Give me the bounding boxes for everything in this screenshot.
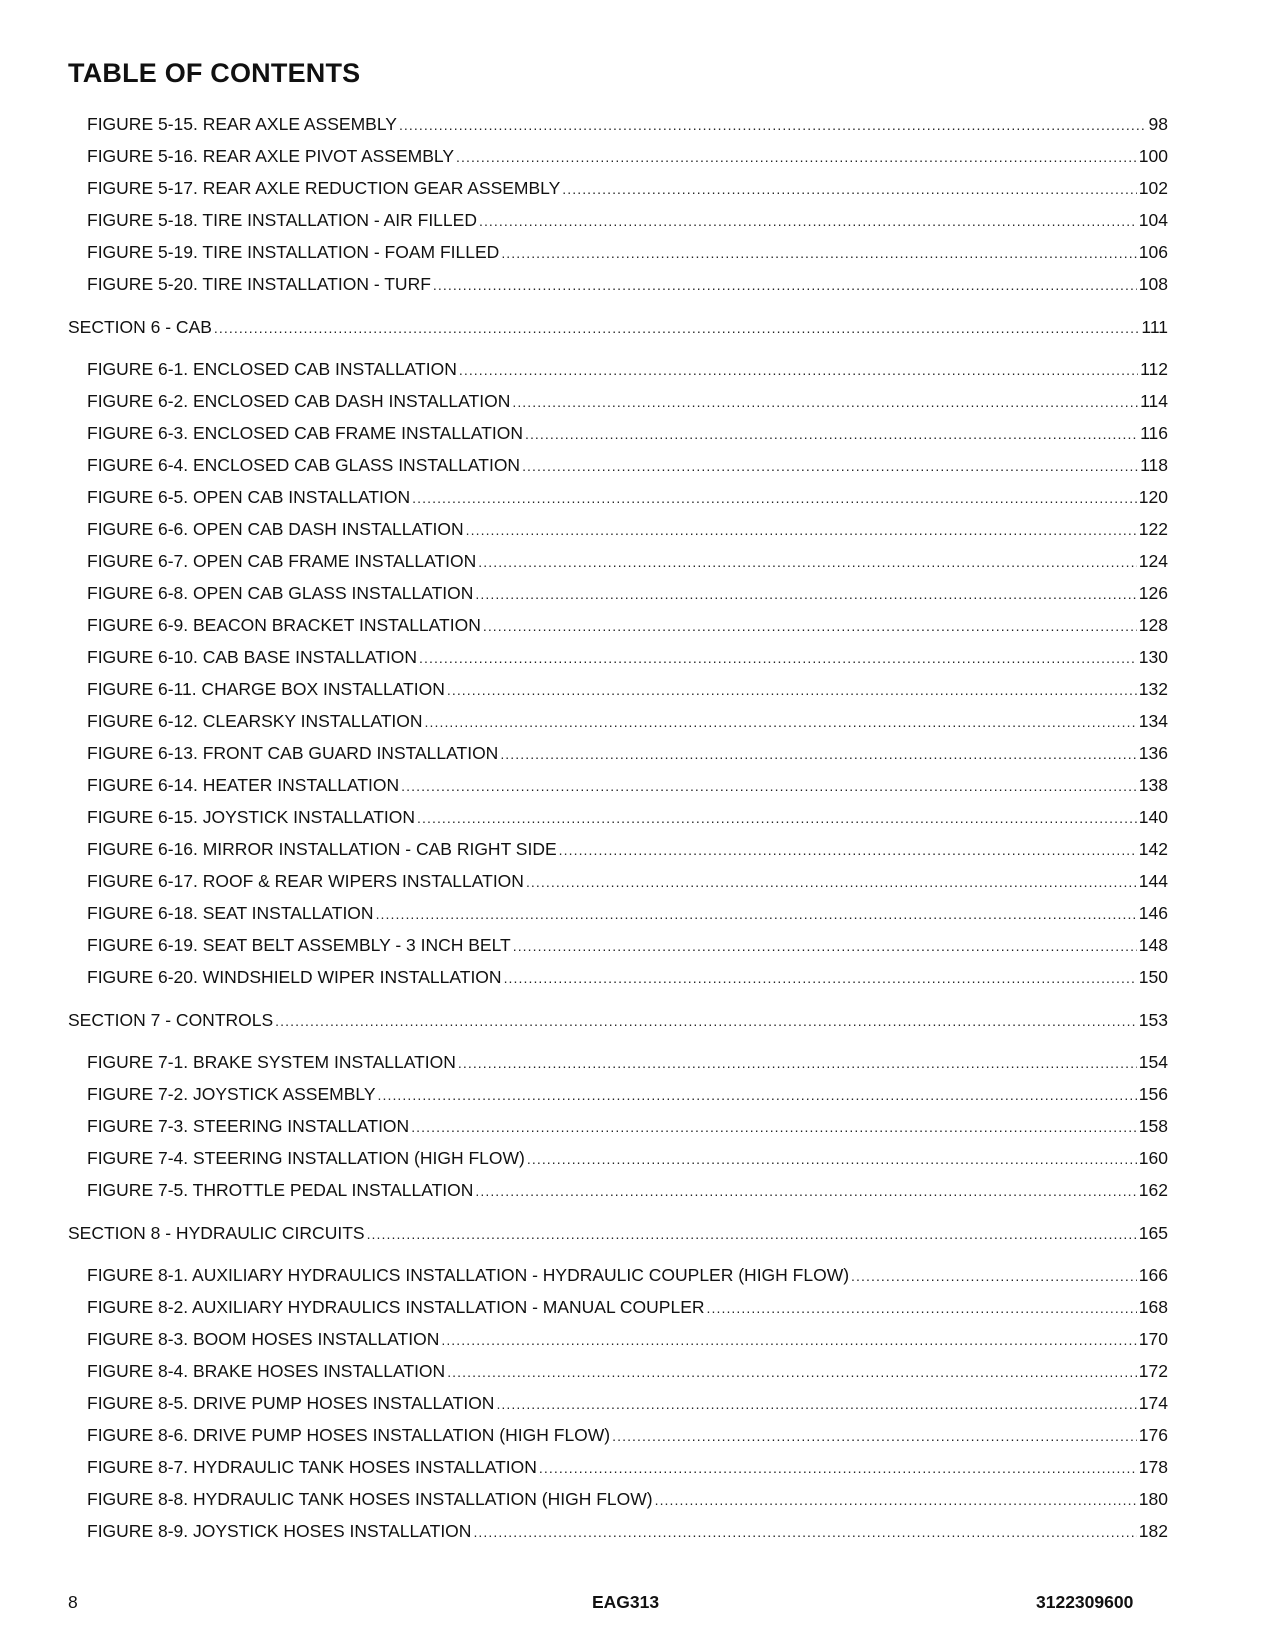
dot-leader [473, 1516, 1136, 1548]
toc-figure-entry[interactable] [68, 140, 1168, 172]
dot-leader [447, 674, 1137, 706]
toc-entry-page: 172 [1138, 1361, 1168, 1381]
toc-entry-label: FIGURE 6-19. SEAT BELT ASSEMBLY - 3 INCH BELT [87, 935, 511, 955]
dot-leader [214, 312, 1139, 344]
toc-entry-page: 168 [1138, 1297, 1168, 1317]
dot-leader [526, 866, 1137, 898]
toc-entry-page: 176 [1138, 1425, 1168, 1445]
toc-figure-entry[interactable] [68, 1355, 1168, 1387]
dot-leader [612, 1420, 1137, 1452]
toc-entry-label: FIGURE 6-20. WINDSHIELD WIPER INSTALLATION [87, 967, 502, 987]
toc-entry-page: 132 [1138, 679, 1168, 699]
toc-entry-label: FIGURE 8-1. AUXILIARY HYDRAULICS INSTALLATION - HYDRAULIC COUPLER (HIGH FLOW) [87, 1265, 850, 1285]
toc-entry-page: 100 [1138, 146, 1168, 166]
dot-leader [433, 269, 1137, 301]
toc-entry-label: FIGURE 6-4. ENCLOSED CAB GLASS INSTALLATION [87, 455, 521, 475]
toc-figure-entry[interactable] [68, 737, 1168, 769]
dot-leader [707, 1292, 1137, 1324]
toc-entry-label: FIGURE 8-3. BOOM HOSES INSTALLATION [87, 1329, 440, 1349]
dot-leader [501, 237, 1136, 269]
toc-entry-label: FIGURE 6-8. OPEN CAB GLASS INSTALLATION [87, 583, 474, 603]
toc-figure-entry[interactable] [68, 481, 1168, 513]
toc-entry-page: 170 [1138, 1329, 1168, 1349]
dot-leader [419, 642, 1137, 674]
toc-entry-label: FIGURE 8-6. DRIVE PUMP HOSES INSTALLATION (HIGH FLOW) [87, 1425, 611, 1445]
toc-entry-label: FIGURE 5-15. REAR AXLE ASSEMBLY [87, 114, 397, 134]
toc-entry-page: 174 [1138, 1393, 1168, 1413]
dot-leader [466, 514, 1137, 546]
toc-entry-page: 166 [1138, 1265, 1168, 1285]
toc-section-entry[interactable] [68, 311, 1168, 343]
dot-leader [479, 205, 1137, 237]
toc-entry-label: FIGURE 6-18. SEAT INSTALLATION [87, 903, 374, 923]
toc-entry-page: 148 [1138, 935, 1168, 955]
toc-figure-entry[interactable] [68, 801, 1168, 833]
toc-entry-page: 130 [1138, 647, 1168, 667]
toc-entry-label: SECTION 8 - HYDRAULIC CIRCUITS [68, 1222, 365, 1243]
toc-entry-label: SECTION 7 - CONTROLS [68, 1009, 274, 1030]
dot-leader [401, 770, 1137, 802]
toc-figure-entry[interactable] [68, 1078, 1168, 1110]
dot-leader [412, 482, 1137, 514]
toc-entry-page: 104 [1138, 210, 1168, 230]
toc-entry-label: FIGURE 8-9. JOYSTICK HOSES INSTALLATION [87, 1521, 472, 1541]
dot-leader [527, 1143, 1137, 1175]
dot-leader [456, 141, 1137, 173]
footer-page-number: 8 [68, 1592, 78, 1612]
toc-entry-label: FIGURE 7-4. STEERING INSTALLATION (HIGH FLOW) [87, 1148, 525, 1168]
toc-figure-entry[interactable] [68, 769, 1168, 801]
toc-entry-page: 122 [1138, 519, 1168, 539]
toc-entry-page: 153 [1138, 1009, 1168, 1030]
dot-leader [458, 1047, 1137, 1079]
toc-figure-entry[interactable] [68, 705, 1168, 737]
toc-figure-entry[interactable] [68, 449, 1168, 481]
toc-figure-entry[interactable] [68, 1046, 1168, 1078]
toc-entry-label: FIGURE 6-17. ROOF & REAR WIPERS INSTALLATION [87, 871, 524, 891]
toc-figure-entry[interactable] [68, 1259, 1168, 1291]
dot-leader [504, 962, 1137, 994]
dot-leader [539, 1452, 1137, 1484]
toc-entry-page: 124 [1138, 551, 1168, 571]
dot-leader [483, 610, 1137, 642]
toc-entry-label: FIGURE 8-8. HYDRAULIC TANK HOSES INSTALLATION (HIGH FLOW) [87, 1489, 653, 1509]
toc-figure-entry[interactable] [68, 1483, 1168, 1515]
dot-leader [376, 898, 1137, 930]
toc-entry-label: FIGURE 7-1. BRAKE SYSTEM INSTALLATION [87, 1052, 456, 1072]
toc-entry-label: FIGURE 7-2. JOYSTICK ASSEMBLY [87, 1084, 376, 1104]
dot-leader [559, 834, 1137, 866]
toc-entry-page: 128 [1138, 615, 1168, 635]
footer-document-code: EAG313 [592, 1592, 660, 1612]
toc-figure-entry[interactable] [68, 1174, 1168, 1206]
toc-figure-entry[interactable] [68, 929, 1168, 961]
toc-entry-page: 136 [1138, 743, 1168, 763]
toc-section-entry[interactable] [68, 1004, 1168, 1036]
dot-leader [512, 386, 1138, 418]
toc-figure-entry[interactable] [68, 513, 1168, 545]
footer-part-number: 3122309600 [1036, 1592, 1134, 1612]
toc-entry-label: SECTION 6 - CAB [68, 316, 212, 337]
table-of-contents [68, 108, 1168, 1547]
dot-leader [447, 1356, 1137, 1388]
toc-entry-label: FIGURE 5-17. REAR AXLE REDUCTION GEAR ASSEMBLY [87, 178, 561, 198]
dot-leader [411, 1111, 1137, 1143]
toc-entry-page: 112 [1140, 359, 1168, 379]
toc-figure-entry[interactable] [68, 641, 1168, 673]
toc-figure-entry[interactable] [68, 268, 1168, 300]
toc-entry-page: 140 [1138, 807, 1168, 827]
toc-figure-entry[interactable] [68, 417, 1168, 449]
toc-entry-page: 160 [1138, 1148, 1168, 1168]
dot-leader [441, 1324, 1136, 1356]
toc-entry-page: 165 [1138, 1222, 1168, 1243]
toc-entry-label: FIGURE 5-18. TIRE INSTALLATION - AIR FILLED [87, 210, 477, 230]
toc-figure-entry[interactable] [68, 609, 1168, 641]
toc-entry-page: 150 [1138, 967, 1168, 987]
toc-entry-page: 146 [1138, 903, 1168, 923]
toc-figure-entry[interactable] [68, 1291, 1168, 1323]
toc-entry-page: 144 [1138, 871, 1168, 891]
toc-entry-label: FIGURE 5-20. TIRE INSTALLATION - TURF [87, 274, 431, 294]
dot-leader [367, 1218, 1137, 1250]
toc-entry-page: 114 [1140, 391, 1168, 411]
toc-entry-label: FIGURE 8-5. DRIVE PUMP HOSES INSTALLATION [87, 1393, 495, 1413]
toc-entry-label: FIGURE 7-5. THROTTLE PEDAL INSTALLATION [87, 1180, 474, 1200]
toc-figure-entry[interactable] [68, 1451, 1168, 1483]
toc-figure-entry[interactable] [68, 1515, 1168, 1547]
toc-figure-entry[interactable] [68, 385, 1168, 417]
toc-entry-label: FIGURE 8-4. BRAKE HOSES INSTALLATION [87, 1361, 446, 1381]
toc-entry-page: 162 [1138, 1180, 1168, 1200]
toc-entry-page: 178 [1138, 1457, 1168, 1477]
toc-figure-entry[interactable] [68, 172, 1168, 204]
toc-figure-entry[interactable] [68, 1323, 1168, 1355]
dot-leader [475, 1175, 1136, 1207]
dot-leader [655, 1484, 1137, 1516]
toc-entry-label: FIGURE 6-5. OPEN CAB INSTALLATION [87, 487, 411, 507]
toc-entry-page: 142 [1138, 839, 1168, 859]
toc-figure-entry[interactable] [68, 961, 1168, 993]
dot-leader [513, 930, 1137, 962]
toc-entry-page: 116 [1140, 423, 1168, 443]
toc-entry-label: FIGURE 6-11. CHARGE BOX INSTALLATION [87, 679, 445, 699]
dot-leader [425, 706, 1137, 738]
toc-entry-label: FIGURE 6-2. ENCLOSED CAB DASH INSTALLATION [87, 391, 511, 411]
toc-entry-label: FIGURE 6-3. ENCLOSED CAB FRAME INSTALLATION [87, 423, 523, 443]
toc-entry-label: FIGURE 6-6. OPEN CAB DASH INSTALLATION [87, 519, 464, 539]
toc-entry-label: FIGURE 6-12. CLEARSKY INSTALLATION [87, 711, 423, 731]
dot-leader [500, 738, 1136, 770]
toc-entry-label: FIGURE 6-1. ENCLOSED CAB INSTALLATION [87, 359, 457, 379]
toc-entry-label: FIGURE 5-19. TIRE INSTALLATION - FOAM FILLED [87, 242, 500, 262]
toc-entry-page: 111 [1141, 316, 1168, 337]
toc-figure-entry[interactable] [68, 1387, 1168, 1419]
toc-figure-entry[interactable] [68, 1110, 1168, 1142]
toc-figure-entry[interactable] [68, 673, 1168, 705]
toc-figure-entry[interactable] [68, 108, 1168, 140]
dot-leader [525, 418, 1138, 450]
dot-leader [275, 1005, 1137, 1037]
toc-entry-page: 156 [1138, 1084, 1168, 1104]
dot-leader [478, 546, 1137, 578]
toc-entry-label: FIGURE 8-2. AUXILIARY HYDRAULICS INSTALLATION - MANUAL COUPLER [87, 1297, 705, 1317]
toc-figure-entry[interactable] [68, 353, 1168, 385]
toc-entry-page: 120 [1138, 487, 1168, 507]
toc-entry-page: 138 [1138, 775, 1168, 795]
toc-figure-entry[interactable] [68, 1419, 1168, 1451]
dot-leader [522, 450, 1138, 482]
toc-entry-label: FIGURE 6-16. MIRROR INSTALLATION - CAB RIGHT SIDE [87, 839, 557, 859]
toc-entry-page: 98 [1148, 114, 1168, 134]
toc-entry-label: FIGURE 6-7. OPEN CAB FRAME INSTALLATION [87, 551, 477, 571]
toc-entry-label: FIGURE 6-10. CAB BASE INSTALLATION [87, 647, 417, 667]
toc-figure-entry[interactable] [68, 897, 1168, 929]
toc-figure-entry[interactable] [68, 545, 1168, 577]
toc-entry-label: FIGURE 5-16. REAR AXLE PIVOT ASSEMBLY [87, 146, 454, 166]
toc-figure-entry[interactable] [68, 236, 1168, 268]
toc-entry-page: 126 [1138, 583, 1168, 603]
toc-entry-page: 134 [1138, 711, 1168, 731]
dot-leader [378, 1079, 1137, 1111]
toc-entry-page: 182 [1138, 1521, 1168, 1541]
toc-figure-entry[interactable] [68, 204, 1168, 236]
toc-entry-page: 108 [1138, 274, 1168, 294]
dot-leader [459, 354, 1138, 386]
toc-entry-label: FIGURE 6-9. BEACON BRACKET INSTALLATION [87, 615, 481, 635]
dot-leader [475, 578, 1136, 610]
toc-entry-label: FIGURE 7-3. STEERING INSTALLATION [87, 1116, 410, 1136]
toc-figure-entry[interactable] [68, 1142, 1168, 1174]
toc-entry-page: 106 [1138, 242, 1168, 262]
toc-figure-entry[interactable] [68, 577, 1168, 609]
toc-figure-entry[interactable] [68, 865, 1168, 897]
toc-entry-page: 102 [1138, 178, 1168, 198]
toc-entry-page: 118 [1140, 455, 1168, 475]
toc-entry-page: 180 [1138, 1489, 1168, 1509]
toc-entry-page: 154 [1138, 1052, 1168, 1072]
toc-entry-label: FIGURE 6-14. HEATER INSTALLATION [87, 775, 400, 795]
toc-entry-label: FIGURE 8-7. HYDRAULIC TANK HOSES INSTALLATION [87, 1457, 537, 1477]
toc-entry-page: 158 [1138, 1116, 1168, 1136]
toc-entry-label: FIGURE 6-15. JOYSTICK INSTALLATION [87, 807, 416, 827]
dot-leader [399, 109, 1147, 141]
dot-leader [496, 1388, 1136, 1420]
toc-section-entry[interactable] [68, 1217, 1168, 1249]
page-title: TABLE OF CONTENTS [68, 58, 361, 88]
dot-leader [417, 802, 1137, 834]
dot-leader [851, 1260, 1137, 1292]
toc-entry-label: FIGURE 6-13. FRONT CAB GUARD INSTALLATION [87, 743, 499, 763]
toc-figure-entry[interactable] [68, 833, 1168, 865]
dot-leader [562, 173, 1137, 205]
